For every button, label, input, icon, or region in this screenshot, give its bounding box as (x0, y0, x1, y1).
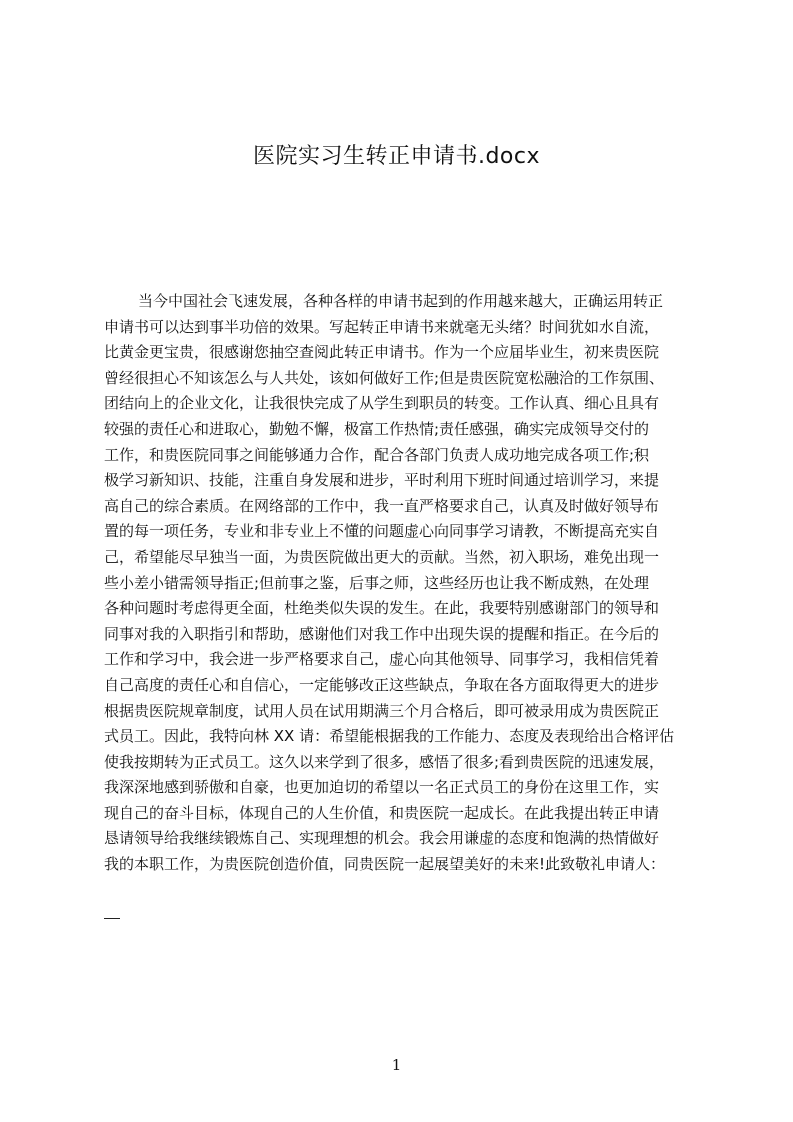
paragraph-line: 工作和学习中，我会进一步严格要求自己，虚心向其他领导、同事学习，我相信凭着 (104, 650, 660, 669)
paragraph-line: 各种问题时考虑得更全面，杜绝类似失误的发生。在此，我要特别感谢部门的领导和 (104, 599, 660, 618)
paragraph-line: 申请书可以达到事半功倍的效果。写起转正申请书来就毫无头绪？时间犹如水自流， (104, 317, 660, 336)
paragraph-line: 使我按期转为正式员工。这久以来学到了很多，感悟了很多;看到贵医院的迅速发展， (104, 752, 665, 771)
paragraph-line: 我的本职工作，为贵医院创造价值，同贵医院一起展望美好的未来!此致敬礼申请人： (104, 855, 666, 874)
paragraph-line: 比黄金更宝贵，很感谢您抽空查阅此转正申请书。作为一个应届毕业生，初来贵医院 (104, 343, 660, 362)
page-number: 1 (391, 1056, 402, 1074)
paragraph-line: 同事对我的入职指引和帮助，感谢他们对我工作中出现失误的提醒和指正。在今后的 (104, 624, 660, 643)
document-title: 医院实习生转正申请书.docx (252, 144, 541, 169)
paragraph-line: 我深深地感到骄傲和自豪，也更加迫切的希望以一名正式员工的身份在这里工作，实 (104, 778, 660, 797)
body-paragraph (104, 289, 697, 878)
paragraph-line: 团结向上的企业文化，让我很快完成了从学生到职员的转变。工作认真、细心且具有 (104, 394, 660, 413)
paragraph-line: 式员工。因此，我特向林 XX 请：希望能根据我的工作能力、态度及表现给出合格评估 (104, 727, 675, 746)
paragraph-line: 较强的责任心和进取心，勤勉不懈，极富工作热情;责任感强，确实完成领导交付的 (104, 419, 650, 438)
paragraph-line: 恳请领导给我继续锻炼自己、实现理想的机会。我会用谦虚的态度和饱满的热情做好 (104, 829, 660, 848)
paragraph-line: 当今中国社会飞速发展，各种各样的申请书起到的作用越来越大，正确运用转正 (138, 292, 664, 310)
paragraph-line: 现自己的奋斗目标，体现自己的人生价值，和贵医院一起成长。在此我提出转正申请 (104, 803, 660, 822)
paragraph-line: 自己高度的责任心和自信心，一定能够改正这些缺点，争取在各方面取得更大的进步 (104, 675, 660, 694)
paragraph-line: 些小差小错需领导指正;但前事之鉴，后事之师，这些经历也让我不断成熟，在处理 (104, 573, 650, 592)
paragraph-line: 工作，和贵医院同事之间能够通力合作，配合各部门负责人成功地完成各项工作;积 (104, 445, 650, 464)
paragraph-line: 根据贵医院规章制度，试用人员在试用期满三个月合格后，即可被录用成为贵医院正 (104, 701, 660, 720)
paragraph-line: 曾经很担心不知该怎么与人共处，该如何做好工作;但是贵医院宽松融洽的工作氛围、 (104, 368, 665, 387)
paragraph-line: 己，希望能尽早独当一面，为贵医院做出更大的贡献。当然，初入职场，难免出现一 (104, 547, 660, 566)
paragraph-line: 极学习新知识、技能，注重自身发展和进步，平时利用下班时间通过培训学习，来提 (104, 471, 660, 490)
paragraph-line: 置的每一项任务，专业和非专业上不懂的问题虚心向同事学习请教，不断提高充实自 (104, 522, 660, 541)
paragraph-line: 高自己的综合素质。在网络部的工作中，我一直严格要求自己，认真及时做好领导布 (104, 496, 660, 515)
